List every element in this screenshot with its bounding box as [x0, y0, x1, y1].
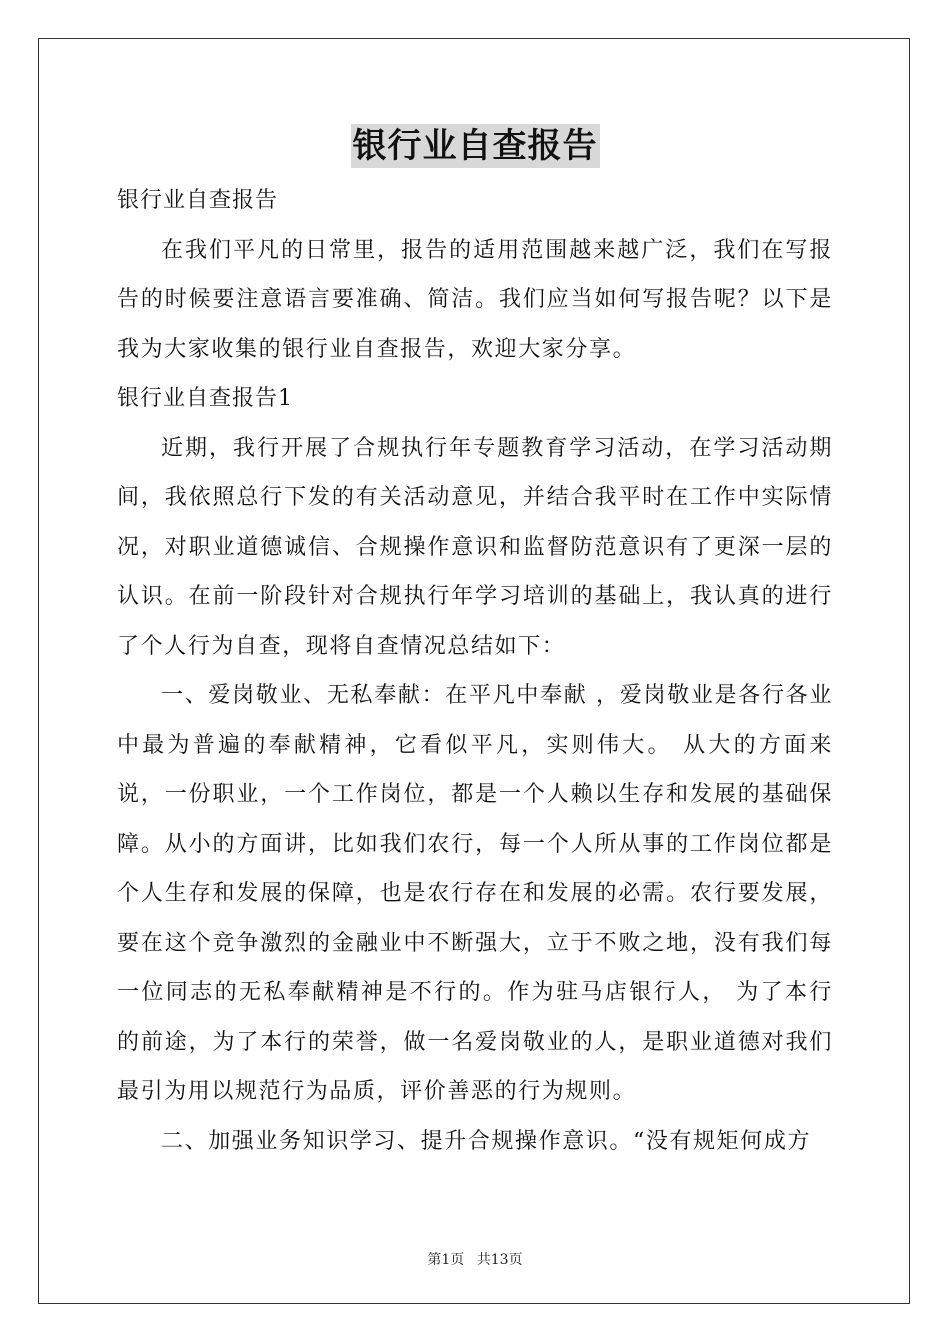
intro-paragraph: 在我们平凡的日常里，报告的适用范围越来越广泛，我们在写报告的时候要注意语言要准确、简洁。我们应当如何写报告呢？以下是我为大家收集的银行业自查报告，欢迎大家分享。 [117, 237, 833, 362]
document-body [117, 176, 833, 1166]
body-paragraph: 一、爱岗敬业、无私奉献：在平凡中奉献 ，爱岗敬业是各行各业中最为普遍的奉献精神，它看似平凡，实则伟大。 从大的方面来说，一份职业，一个工作岗位，都是一个人赖以生存和发展的基础保障。从小的方面讲，比如我们农行，每一个人所从事的工作岗位都是个人生存和发展的保障，也是农行存在和发展的必需。农行要发展，要在这个竞争激烈的金融业中不断强大，立于不败之地，没有我们每一位同志的无私奉献精神是不行的。作为驻马店银行人， 为了本行的前途，为了本行的荣誉，做一名爱岗敬业的人，是职业道德对我们最引为用以规范行为品质，评价善恶的行为规则。 [117, 683, 833, 1104]
body-paragraph: 二、加强业务知识学习、提升合规操作意识。“没有规矩何成方 [161, 1128, 812, 1154]
page-footer [0, 1249, 950, 1269]
page-total: 共13页 [476, 1252, 523, 1268]
document-subtitle: 银行业自查报告 [117, 188, 279, 213]
page-number: 第1页 [427, 1252, 465, 1268]
body-paragraph: 近期，我行开展了合规执行年专题教育学习活动，在学习活动期间，我依照总行下发的有关活动意见，并结合我平时在工作中实际情况，对职业道德诚信、合规操作意识和监督防范意识有了更深一层的认识。在前一阶段针对合规执行年学习培训的基础上，我认真的进行了个人行为自查，现将自查情况总结如下： [117, 435, 833, 659]
title-container [0, 124, 950, 168]
section-heading: 银行业自查报告1 [117, 386, 293, 411]
document-title: 银行业自查报告 [352, 126, 598, 166]
